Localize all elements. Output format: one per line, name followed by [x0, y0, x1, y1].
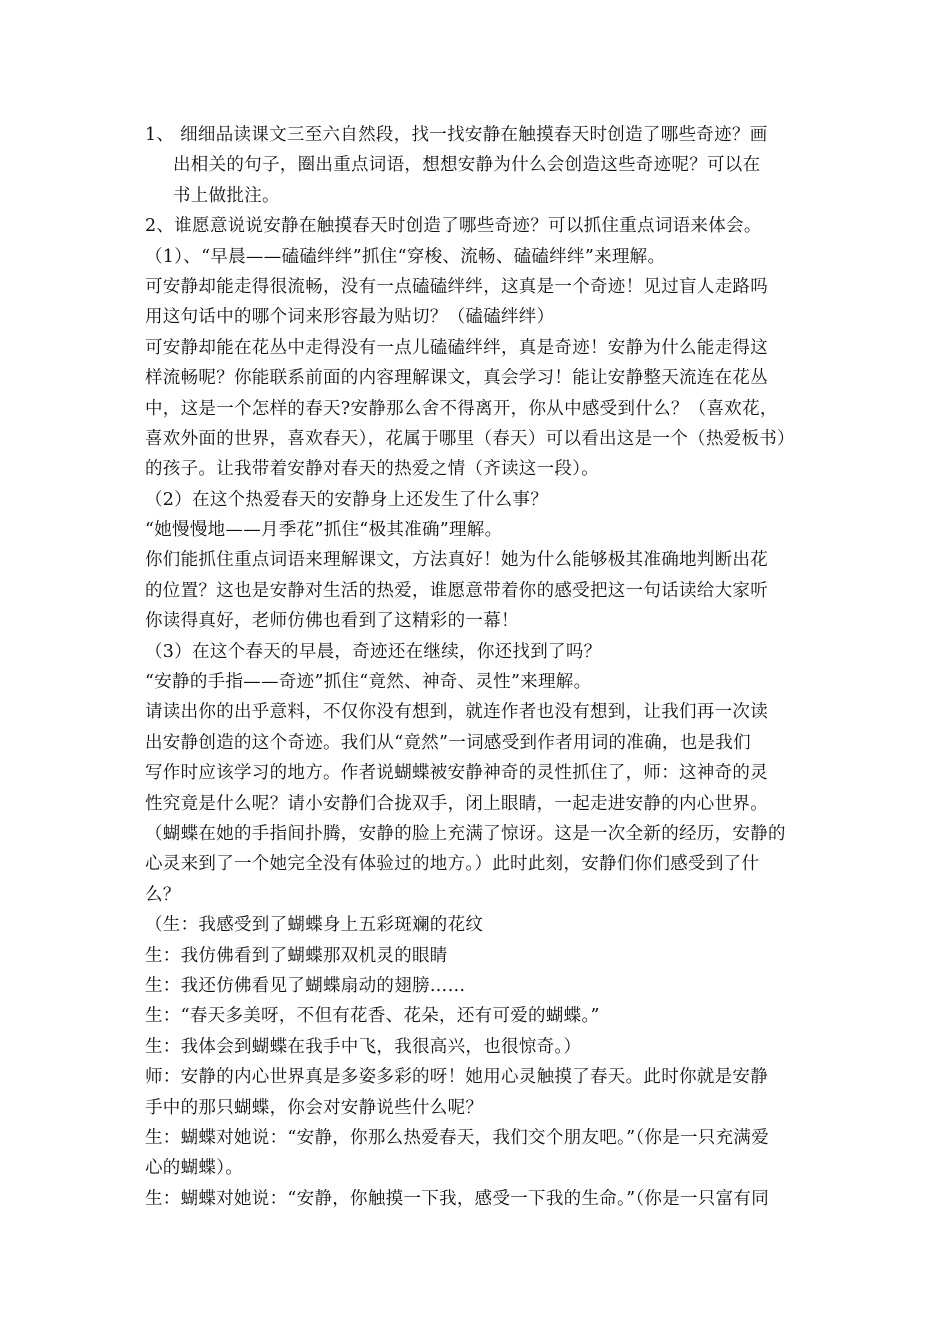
text-line: （1）、“早晨——磕磕绊绊”抓住“穿梭、流畅、磕磕绊绊”来理解。 — [145, 246, 666, 267]
text-line: 心的蝴蝶）。 — [145, 1158, 244, 1179]
text-line: 手中的那只蝴蝶，你会对安静说些什么呢？ — [145, 1097, 484, 1118]
text-line: “她慢慢地——月季花”抓住“极其准确”理解。 — [145, 520, 503, 541]
text-line: 1、 细细品读课文三至六自然段，找一找安静在触摸春天时创造了哪些奇迹？画 — [145, 125, 768, 145]
text-line: 中，这是一个怎样的春天?安静那么舍不得离开，你从中感受到什么？（喜欢花， — [145, 398, 778, 419]
text-line: 请读出你的出乎意料，不仅你没有想到，就连作者也没有想到，让我们再一次读 — [145, 702, 768, 723]
text-line: 书上做批注。 — [173, 185, 280, 206]
text-line: 生：我体会到蝴蝶在我手中飞，我很高兴，也很惊奇。） — [145, 1036, 582, 1057]
text-line: 喜欢外面的世界，喜欢春天），花属于哪里（春天）可以看出这是一个（热爱板书） — [145, 428, 795, 449]
text-line: （3）在这个春天的早晨，奇迹还在继续，你还找到了吗？ — [145, 641, 602, 662]
text-line: （蝴蝶在她的手指间扑腾，安静的脸上充满了惊讶。这是一次全新的经历，安静的 — [145, 823, 786, 844]
text-line: 你读得真好，老师仿佛也看到了这精彩的一幕！ — [145, 611, 519, 632]
document-body — [145, 120, 811, 1214]
text-line: 用这句话中的哪个词来形容最为贴切？（磕磕绊绊） — [145, 307, 555, 328]
text-line: 生：我还仿佛看见了蝴蝶扇动的翅膀…… — [145, 975, 466, 996]
text-line: 可安静却能在花丛中走得没有一点儿磕磕绊绊，真是奇迹！安静为什么能走得这 — [145, 337, 768, 358]
text-line: （2）在这个热爱春天的安静身上还发生了什么事？ — [145, 489, 549, 510]
text-line: 的孩子。让我带着安静对春天的热爱之情（齐读这一段）。 — [145, 459, 600, 480]
text-line: 生：“春天多美呀，不但有花香、花朵，还有可爱的蝴蝶。” — [145, 1006, 600, 1027]
text-line: 么？ — [145, 884, 181, 905]
text-line: 生：蝴蝶对她说：“安静，你那么热爱春天，我们交个朋友吧。”（你是一只充满爱 — [145, 1127, 769, 1148]
text-line: “安静的手指——奇迹”抓住“竟然、神奇、灵性”来理解。 — [145, 672, 592, 693]
text-line: 2、谁愿意说说安静在触摸春天时创造了哪些奇迹？可以抓住重点词语来体会。 — [145, 216, 762, 237]
text-line: 写作时应该学习的地方。作者说蝴蝶被安静神奇的灵性抓住了，师：这神奇的灵 — [145, 763, 768, 784]
text-line: 心灵来到了一个她完全没有体验过的地方。）此时此刻，安静们你们感受到了什 — [145, 854, 760, 875]
text-line: 师：安静的内心世界真是多姿多彩的呀！她用心灵触摸了春天。此时你就是安静 — [145, 1067, 768, 1088]
text-line: 生：我仿佛看到了蝴蝶那双机灵的眼睛 — [145, 945, 448, 966]
text-line: 出安静创造的这个奇迹。我们从“竟然”一词感受到作者用词的准确，也是我们 — [145, 732, 751, 753]
text-line: 出相关的句子，圈出重点词语，想想安静为什么会创造这些奇迹呢？可以在 — [173, 155, 761, 176]
text-line: 可安静却能走得很流畅，没有一点磕磕绊绊，这真是一个奇迹！见过盲人走路吗 — [145, 276, 768, 297]
text-line: 你们能抓住重点词语来理解课文，方法真好！她为什么能够极其准确地判断出花 — [145, 550, 768, 571]
text-line: （生：我感受到了蝴蝶身上五彩斑斓的花纹 — [145, 915, 484, 936]
text-line: 的位置？这也是安静对生活的热爱，谁愿意带着你的感受把这一句话读给大家听 — [145, 580, 768, 601]
text-line: 样流畅呢？你能联系前面的内容理解课文，真会学习！能让安静整天流连在花丛 — [145, 368, 768, 389]
text-line: 生：蝴蝶对她说：“安静，你触摸一下我，感受一下我的生命。”（你是一只富有同 — [145, 1188, 769, 1209]
text-line: 性究竟是什么呢？请小安静们合拢双手，闭上眼睛，一起走进安静的内心世界。 — [145, 793, 768, 814]
